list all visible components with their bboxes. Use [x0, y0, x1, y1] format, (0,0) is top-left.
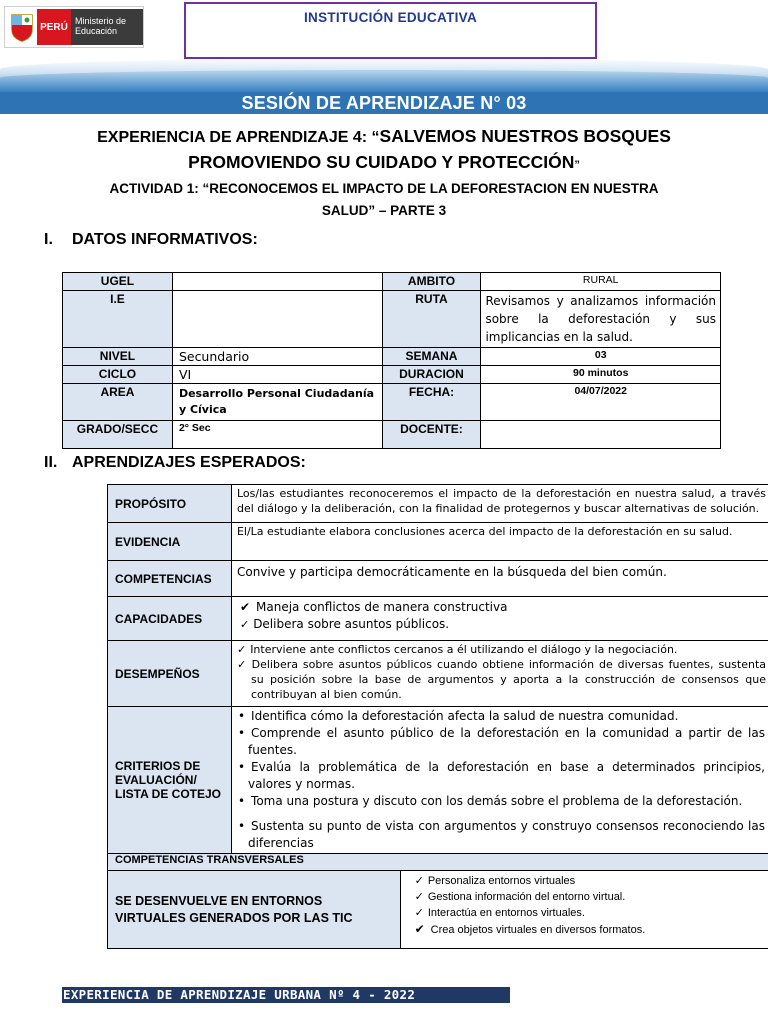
grado-value: 2° Sec	[172, 421, 382, 449]
tic-label: SE DESENVUELVE EN ENTORNOS VIRTUALES GENERADOS POR LAS TIC	[108, 871, 401, 949]
grado-label: GRADO/SECC	[63, 421, 173, 449]
logo-ministry: Ministerio de Educación	[71, 9, 143, 45]
evidencia-text: El/La estudiante elabora conclusiones acerca del impacto de la deforestación en su salud.	[231, 523, 768, 561]
tic-list	[400, 871, 768, 949]
section-title: DATOS INFORMATIVOS:	[72, 231, 258, 248]
page-header	[0, 0, 768, 92]
ciclo-label: CICLO	[63, 366, 173, 384]
fecha-label: FECHA:	[382, 384, 481, 421]
ambito-value: RURAL	[481, 273, 721, 291]
capacidad-item: ✔ Maneja conflictos de manera constructiva	[240, 599, 763, 616]
semana-label: SEMANA	[382, 348, 481, 366]
duracion-label: DURACION	[382, 366, 481, 384]
experience-title-line2	[0, 150, 768, 177]
docente-value	[481, 421, 721, 449]
area-value: Desarrollo Personal Ciudadanía y Cívica	[172, 384, 382, 421]
experience-title-b: PROMOVIENDO SU CUIDADO Y PROTECCIÓN	[188, 152, 575, 172]
section-aprendizajes-heading	[44, 454, 306, 472]
criterio-item: • Evalúa la problemática de la deforestación en base a determinados principios, valores y normas.	[238, 759, 765, 793]
aprendizajes-table	[107, 484, 768, 949]
criterios-label: CRITERIOS DE EVALUACIÓN/ LISTA DE COTEJO	[108, 707, 232, 854]
area-label: AREA	[63, 384, 173, 421]
ie-value	[172, 291, 382, 348]
experience-title-a: SALVEMOS NUESTROS BOSQUES	[379, 126, 671, 146]
datos-table	[62, 272, 721, 449]
ie-label: I.E	[63, 291, 173, 348]
tic-item: ✓ Gestiona información del entorno virtual.	[415, 889, 757, 905]
nivel-value: Secundario	[172, 348, 382, 366]
capacidad-item: ✓ Delibera sobre asuntos públicos.	[240, 616, 763, 633]
criterio-item: • Identifica cómo la deforestación afecta la salud de nuestra comunidad.	[238, 708, 765, 725]
section-number: II.	[44, 454, 58, 471]
activity-line2: SALUD” – PARTE 3	[321, 203, 447, 218]
activity-line1: ACTIVIDAD 1: “RECONOCEMOS EL IMPACTO DE LA DEFORESTACION EN NUESTRA	[109, 181, 659, 196]
criterio-item: • Toma una postura y discuto con los demás sobre el problema de la deforestación.	[238, 793, 765, 810]
semana-value: 03	[481, 348, 721, 366]
titles-block	[0, 124, 768, 221]
evidencia-label: EVIDENCIA	[108, 523, 232, 561]
competencias-text: Convive y participa democráticamente en la búsqueda del bien común.	[231, 561, 768, 597]
fecha-value: 04/07/2022	[481, 384, 721, 421]
transversales-label: COMPETENCIAS TRANSVERSALES	[108, 854, 768, 871]
experience-title	[0, 124, 768, 150]
section-datos-heading	[44, 231, 258, 249]
experience-prefix: EXPERIENCIA DE APRENDIZAJE 4: “	[97, 129, 380, 146]
desempeno-item: ✓ Interviene ante conflictos cercanos a él utilizando el diálogo y la negociación.	[237, 642, 766, 657]
proposito-label: PROPÓSITO	[108, 485, 232, 523]
tic-item: ✔ Crea objetos virtuales en diversos formatos.	[415, 921, 757, 938]
session-title: SESIÓN DE APRENDIZAJE N° 03	[0, 92, 768, 114]
tic-item: ✓ Personaliza entornos virtuales	[415, 873, 757, 889]
desempenos-list	[231, 641, 768, 707]
competencias-label: COMPETENCIAS	[108, 561, 232, 597]
capacidades-list	[231, 597, 768, 641]
capacidades-label: CAPACIDADES	[108, 597, 232, 641]
criterios-list	[231, 707, 768, 854]
ambito-label: AMBITO	[382, 273, 481, 291]
criterio-item: • Comprende el asunto público de la deforestación en la comunidad a partir de las fuentes.	[238, 725, 765, 759]
desempenos-label: DESEMPEÑOS	[108, 641, 232, 707]
proposito-text: Los/las estudiantes reconoceremos el impacto de la deforestación en nuestra salud, a través del diálogo y la deliberación, con la finalidad de protegernos y buscar alternativas de solución.	[231, 485, 768, 523]
header-wave-dark	[0, 70, 768, 92]
minedu-logo	[4, 6, 144, 48]
coat-of-arms-icon	[7, 9, 37, 45]
ugel-label: UGEL	[63, 273, 173, 291]
section-number: I.	[44, 231, 53, 248]
institution-name: INSTITUCIÓN EDUCATIVA	[303, 10, 478, 25]
institution-box	[184, 2, 597, 59]
duracion-value: 90 minutos	[481, 366, 721, 384]
logo-country: PERÚ	[37, 9, 71, 45]
experience-suffix: ”	[574, 159, 580, 171]
nivel-label: NIVEL	[63, 348, 173, 366]
ciclo-value: VI	[172, 366, 382, 384]
docente-label: DOCENTE:	[382, 421, 481, 449]
desempeno-item: ✓ Delibera sobre asuntos públicos cuando obtiene información de diversas fuentes, sustenta su posición sobre la base de argumentos y aporta a la construcción de consensos que contribuyan al bien común.	[237, 657, 766, 702]
footer-label: EXPERIENCIA DE APRENDIZAJE URBANA Nº 4 - 2022	[62, 987, 510, 1003]
ugel-value	[172, 273, 382, 291]
ruta-label: RUTA	[382, 291, 481, 348]
ruta-value: Revisamos y analizamos información sobre la deforestación y sus implicancias en la salud.	[481, 291, 721, 348]
tic-item: ✓ Interactúa en entornos virtuales.	[415, 905, 757, 921]
criterio-item: • Sustenta su punto de vista con argumentos y construyo consensos reconociendo las diferencias	[238, 818, 765, 852]
section-title: APRENDIZAJES ESPERADOS:	[72, 454, 306, 471]
